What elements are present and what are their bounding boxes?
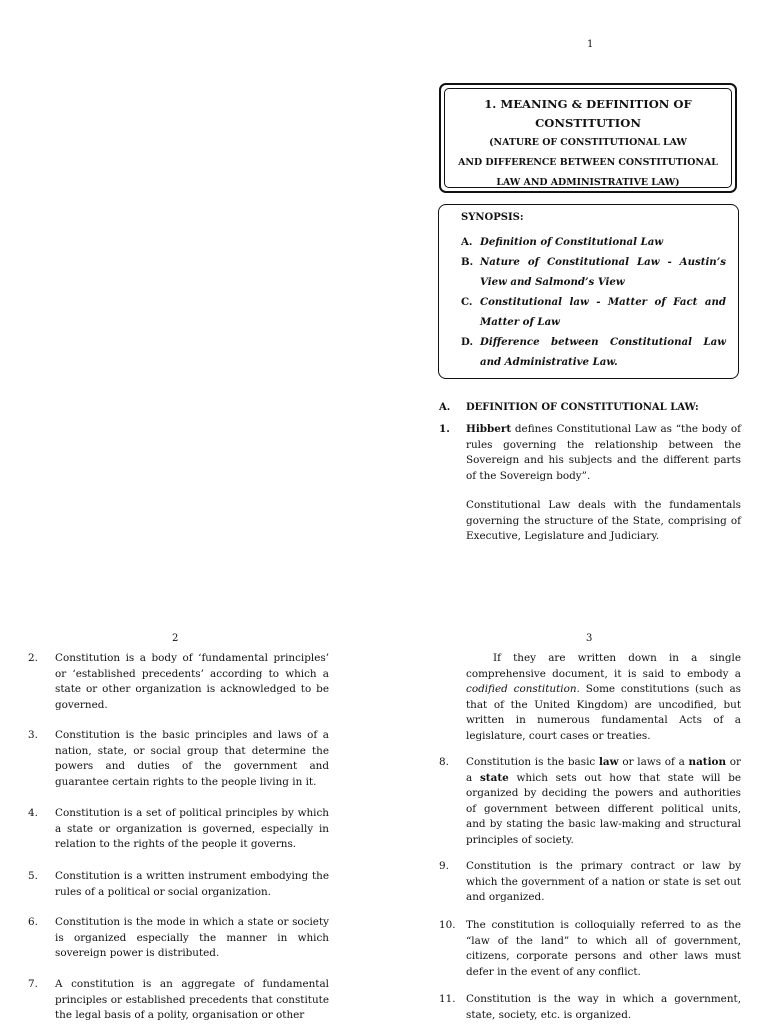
definition-item [439, 918, 741, 980]
item-number: 7. [28, 978, 38, 990]
synopsis-text: Constitutional law - Matter of Fact and Matter of Law [480, 296, 726, 328]
definition-item [439, 755, 741, 849]
synopsis-text: Definition of Constitutional Law [480, 236, 664, 248]
definition-item [439, 422, 741, 484]
item-text: Constitution is a body of ‘fundamental principles’ or ‘established precedents’ according to which a state or other organization is acknowledged to be governed. [55, 652, 329, 711]
chapter-subtitle-line2: AND DIFFERENCE BETWEEN CONSTITUTIONAL [458, 157, 718, 168]
synopsis-heading: SYNOPSIS: [461, 212, 524, 223]
synopsis-item [461, 252, 726, 292]
item-text: The constitution is colloquially referred to as the “law of the land” to which all of government, citizens, corporate persons and other laws must defer in the event of any conflict. [466, 919, 741, 978]
item-number: 5. [28, 870, 38, 882]
item-text: defines Constitutional Law as “the body of rules governing the relationship between the Sovereign and his subjects and the different parts of the Sovereign body”. [466, 423, 741, 482]
synopsis-text: Nature of Constitutional Law - Austin’s View and Salmond’s View [480, 256, 726, 288]
page-number: 2 [172, 633, 179, 644]
definition-item [28, 806, 329, 853]
item-text: or laws of a [618, 756, 689, 768]
item-bold-text: Hibbert [466, 423, 512, 435]
chapter-subtitle-line3: LAW AND ADMINISTRATIVE LAW) [496, 177, 680, 188]
item-text: A constitution is an aggregate of fundamental principles or established precedents that constitute the legal basis of a polity, organisation or other [55, 978, 329, 1022]
definition-item [28, 977, 329, 1024]
synopsis-letter: C. [461, 296, 473, 308]
item-bold-text: law [598, 756, 619, 768]
para-italic: codified constitution [466, 683, 577, 696]
item-number: 2. [28, 652, 38, 664]
definition-item [28, 651, 329, 713]
item-text: Constitution is a set of political principles by which a state or organization is governed, especially in relation to the rights of the people it governs. [55, 807, 329, 851]
section-title: DEFINITION OF CONSTITUTIONAL LAW: [466, 402, 699, 413]
section-letter: A. [439, 402, 451, 413]
section-heading [439, 400, 741, 416]
chapter-title-line1: 1. MEANING & DEFINITION OF [484, 97, 692, 111]
item-number: 4. [28, 807, 38, 819]
item-number: 10. [439, 919, 456, 931]
item-number: 9. [439, 860, 449, 872]
definition-item [28, 728, 329, 790]
item-number: 6. [28, 916, 38, 928]
synopsis-letter: D. [461, 336, 474, 348]
synopsis-item [461, 332, 726, 372]
item-number: 1. [439, 423, 450, 435]
item-text: Constitution is the primary contract or law by which the government of a nation or state is set out and organized. [466, 860, 741, 904]
page-number: 1 [587, 39, 594, 50]
chapter-subtitle-line1: (NATURE OF CONSTITUTIONAL LAW [489, 137, 687, 148]
synopsis-text: Difference between Constitutional Law and Administrative Law. [480, 336, 726, 368]
item-text: Constitution is the mode in which a state or society is organized especially the manner in which sovereign power is distributed. [55, 916, 329, 960]
synopsis-letter: A. [461, 236, 473, 248]
synopsis-box [438, 204, 739, 379]
paragraph: Constitutional Law deals with the fundamentals governing the structure of the State, comprising of Executive, Legislature and Judiciary. [466, 499, 741, 543]
item-text: or a [466, 756, 742, 784]
item-text: Constitution is the basic principles and laws of a nation, state, or social group that determine the powers and duties of the government and guarantee certain rights to the people living in it. [55, 729, 329, 788]
item-text: Constitution is the basic [466, 756, 599, 768]
chapter-title-box [439, 83, 737, 193]
synopsis-item [461, 232, 726, 252]
synopsis-item [461, 292, 726, 332]
synopsis-letter: B. [461, 256, 474, 268]
continued-paragraph [466, 651, 741, 745]
definition-item [439, 992, 741, 1023]
item-number: 3. [28, 729, 38, 741]
chapter-title-line2: CONSTITUTION [535, 116, 641, 130]
definition-item [439, 859, 741, 906]
page-number: 3 [586, 633, 593, 644]
item-text: which sets out how that state will be organized by deciding the powers and authorities of government between different political units, and by stating the basic law-making and structural principles of society. [466, 771, 742, 846]
para-text-b: . Some constitutions (such as that of the United Kingdom) are uncodified, but written in numerous fundamental Acts of a legislature, court cases or treaties. [466, 683, 741, 742]
item-text: Constitution is a written instrument embodying the rules of a political or social organization. [55, 870, 329, 898]
item-number: 8. [439, 756, 449, 768]
item-text: Constitution is the way in which a government, state, society, etc. is organized. [466, 993, 741, 1021]
item-bold-text: nation [688, 756, 727, 768]
item-bold-text: state [479, 771, 509, 784]
definition-item [28, 869, 329, 900]
definition-item [28, 915, 329, 962]
item-number: 11. [439, 993, 456, 1005]
para-text-a: If they are written down in a single comprehensive document, it is said to embody a [466, 652, 741, 680]
